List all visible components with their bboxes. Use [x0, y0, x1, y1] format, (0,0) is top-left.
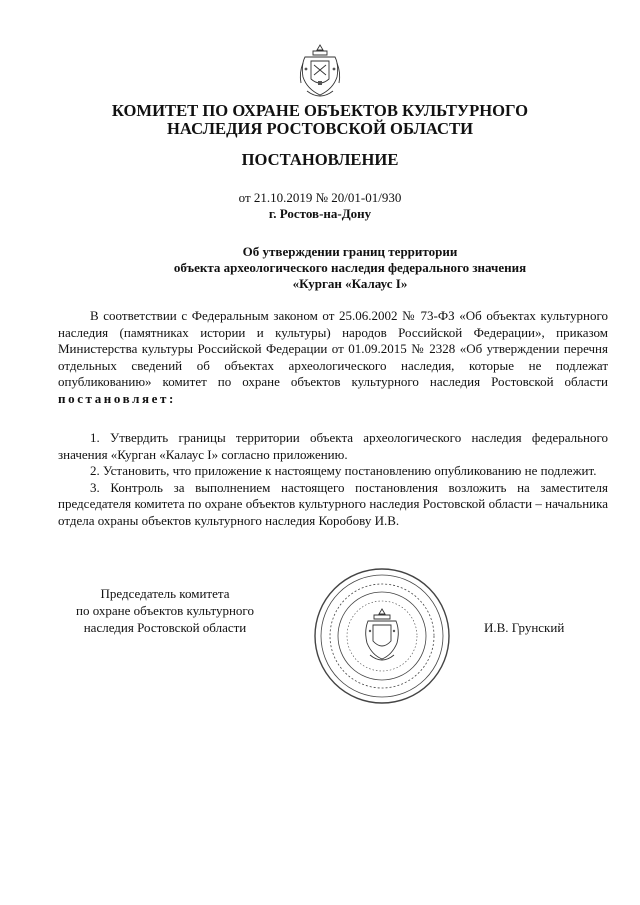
coat-of-arms-icon — [297, 43, 343, 101]
organization-title-line-2: НАСЛЕДИЯ РОСТОВСКОЙ ОБЛАСТИ — [167, 119, 473, 138]
organization-title — [60, 102, 580, 138]
document-type: ПОСТАНОВЛЕНИЕ — [241, 150, 399, 169]
resolution-item-3: 3. Контроль за выполнением настоящего постановления возложить на заместителя председателя комитета по охране объектов культурного наследия Ростовской области – начальника отдела охраны объектов культурного наследия Коробову И.В. — [58, 479, 608, 528]
signatory-name: И.В. Грунский — [484, 620, 565, 635]
subject-line-1: Об утверждении границ территории — [242, 244, 458, 259]
signatory-position-line-2: по охране объектов культурного — [76, 603, 254, 618]
document-date-number: от 21.10.2019 № 20/01-01/930 — [238, 190, 402, 205]
signatory-position-line-1: Председатель комитета — [100, 586, 230, 601]
resolution-item-2: 2. Установить, что приложение к настоящему постановлению опубликованию не подлежит. — [90, 463, 597, 479]
preamble — [58, 308, 608, 408]
resolution-item-1: 1. Утвердить границы территории объекта археологического наследия федерального значения «Курган «Калаус I» согласно приложению. — [58, 430, 608, 462]
organization-title-line-1: КОМИТЕТ ПО ОХРАНЕ ОБЪЕКТОВ КУЛЬТУРНОГО — [111, 101, 529, 120]
document-subject — [110, 244, 590, 292]
document-city: г. Ростов-на-Дону — [268, 206, 372, 221]
signatory-position — [40, 585, 290, 636]
signatory-position-line-3: наследия Ростовской области — [83, 620, 247, 635]
subject-line-2: объекта археологического наследия федерального значения — [173, 260, 527, 275]
preamble-paragraph — [58, 308, 608, 408]
decision-word: постановляет: — [58, 390, 176, 406]
subject-line-3: «Курган «Калаус I» — [292, 276, 408, 291]
resolution-items — [58, 430, 608, 530]
official-seal-icon — [312, 565, 452, 707]
preamble-text: В соответствии с Федеральным законом от 25.06.2002 № 73-ФЗ «Об объектах культурного наследия (памятниках истории и культуры) народов Российской Федерации», приказом Министерства культуры Российской Федерации от 01.09.2015 № 2328 «Об утверждении перечня отдельных сведений об объектах археологического наследия, которые не подлежат опубликованию» комитет по охране объектов культурного наследия Ростовской области — [58, 308, 608, 390]
